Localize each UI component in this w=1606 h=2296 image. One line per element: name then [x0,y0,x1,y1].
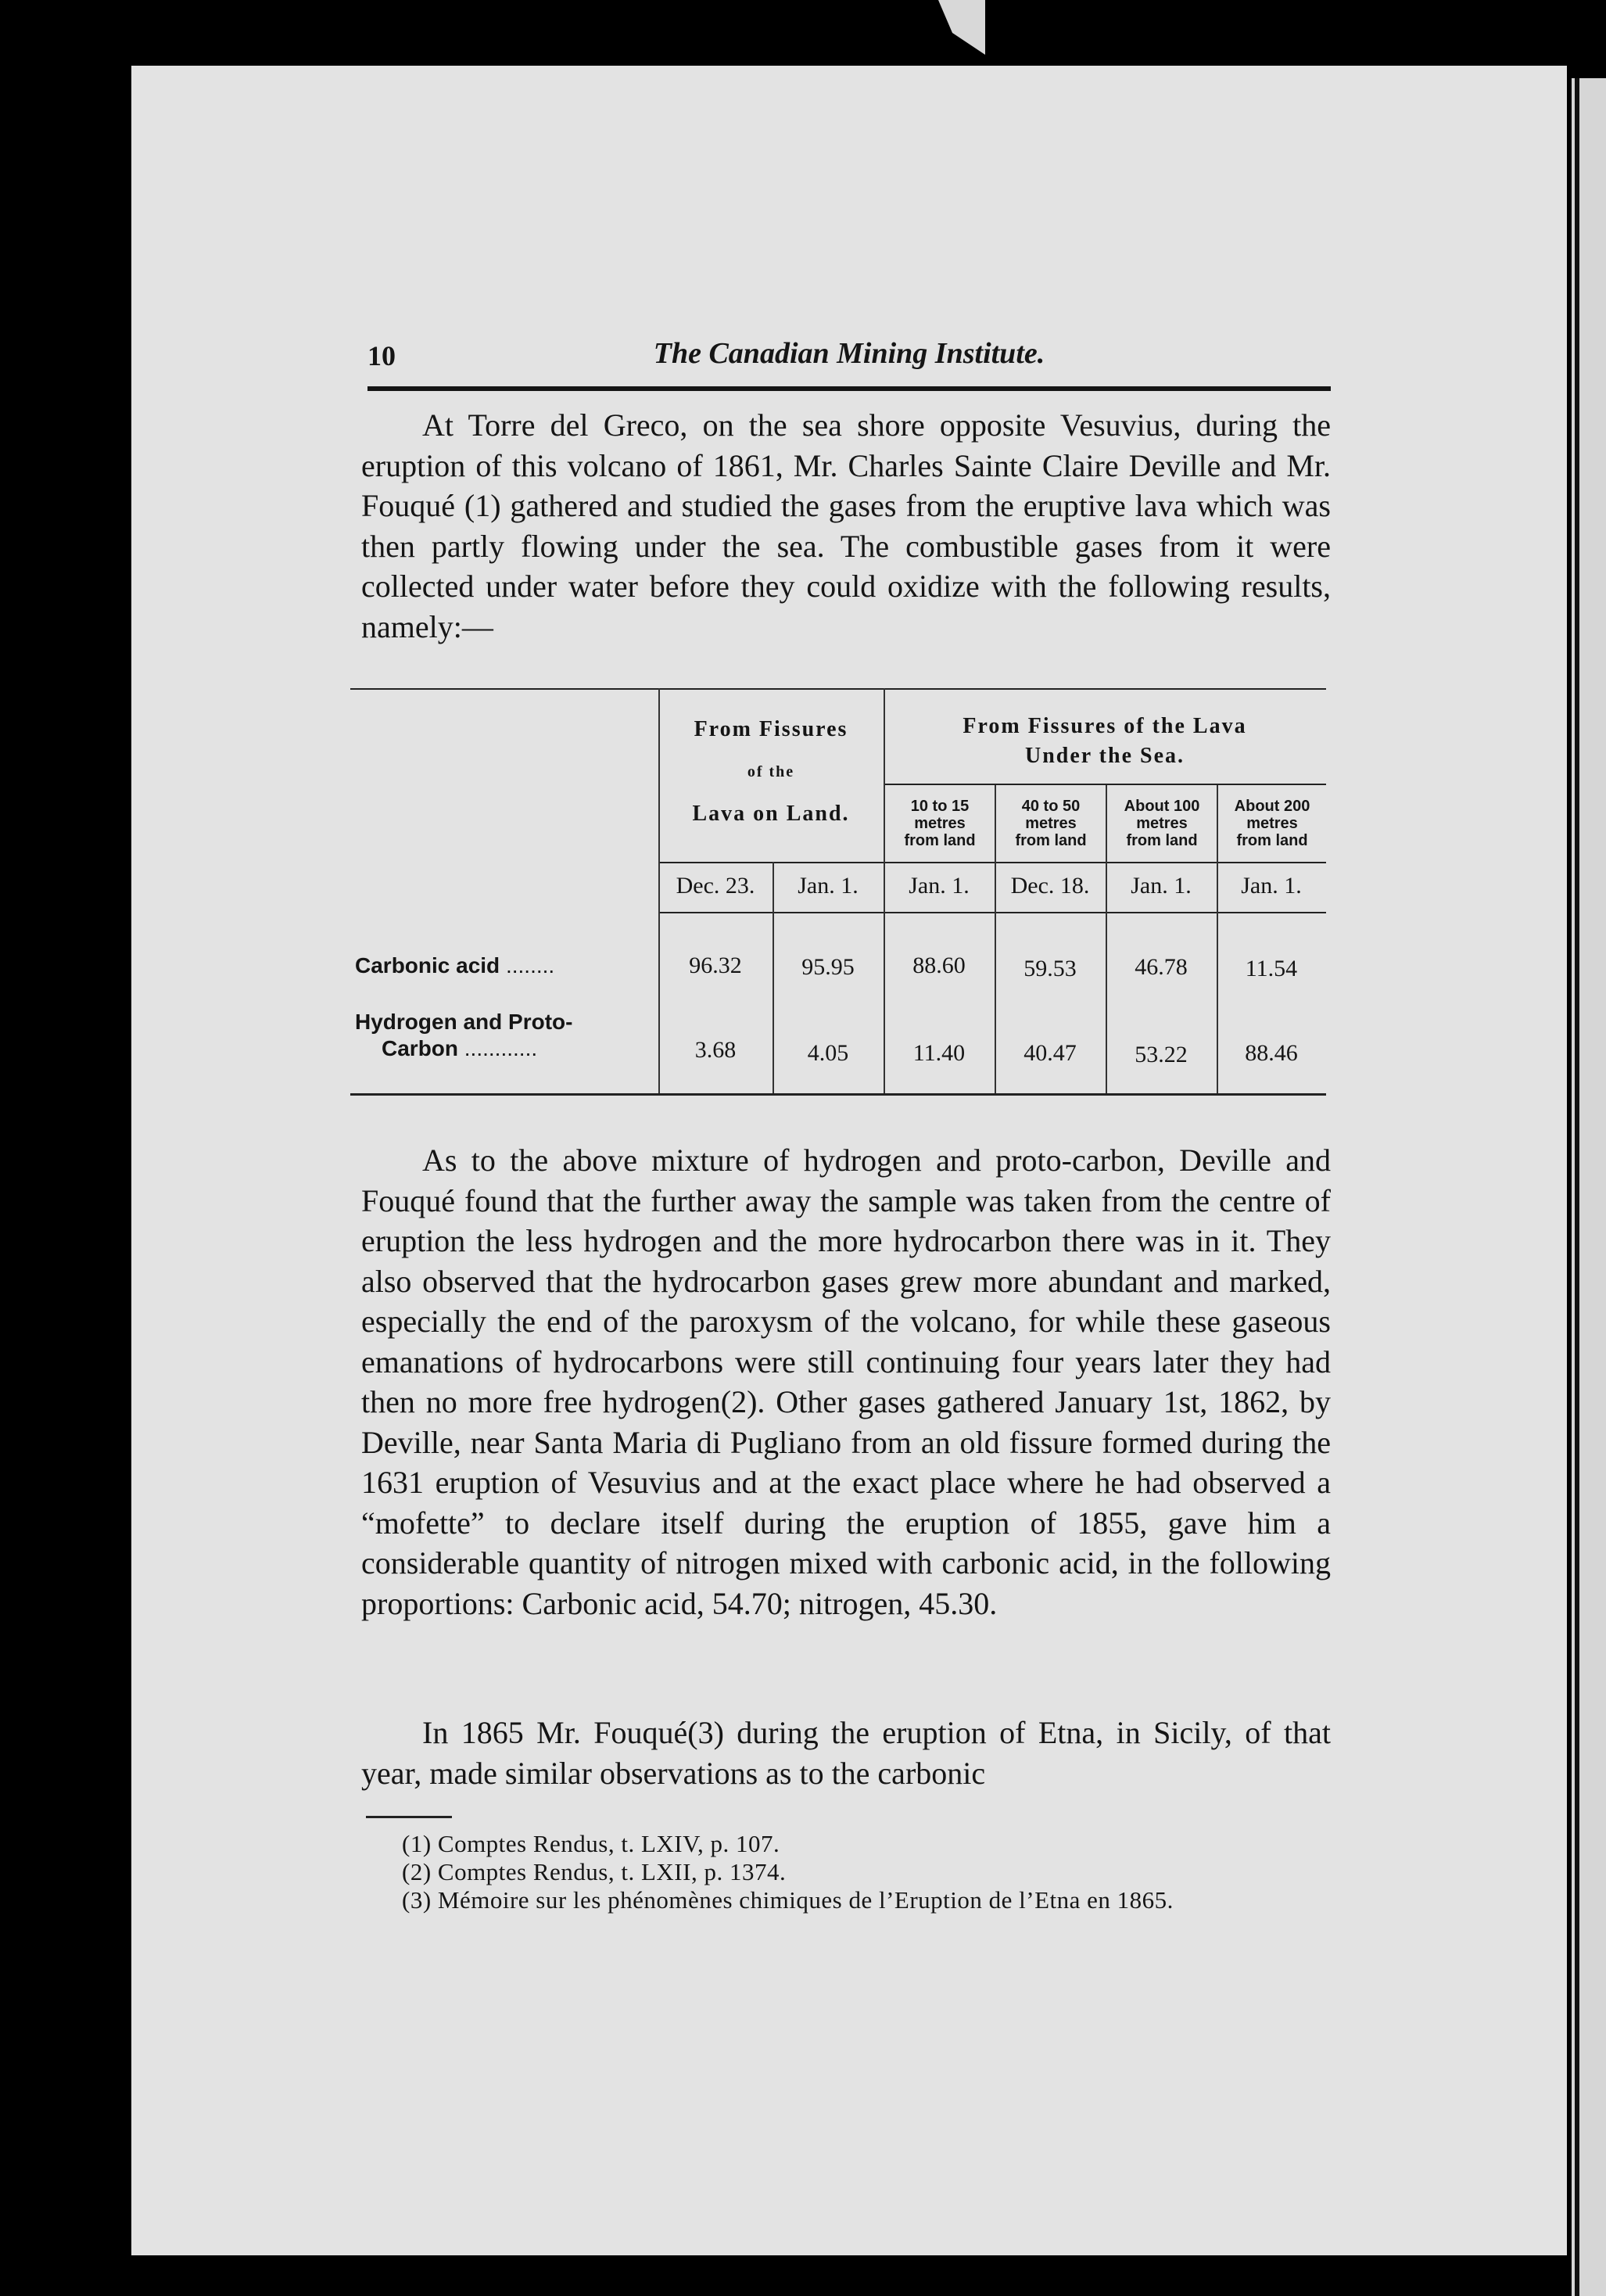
subhead-10-15 [885,798,995,849]
paragraph-1: At Torre del Greco, on the sea shore opposite Vesuvius, during the eruption of this volcano of 1861, Mr. Charles Sainte Claire Deville and Mr. Fouqué (1) gathered and studied the gases from the eruptive lava which was then partly flowing under the sea. The combustible gases from it were collected under water before they could oxidize with the following results, namely:— [361,407,1331,644]
table-sea-subhead-rule [884,784,1326,785]
subhead-text: from land [904,832,976,849]
header-rule [367,386,1331,391]
table-cell: 88.46 [1245,1040,1298,1066]
table-cell: 96.32 [689,952,742,978]
table-top-rule [350,688,1326,690]
row-label-hydrogen [355,1009,572,1062]
row-label-carbonic-acid [355,952,554,979]
running-title: The Canadian Mining Institute. [653,337,1045,370]
subhead-text: metres [1025,815,1077,832]
table-date-top-rule [658,862,1326,863]
table-cell: 53.22 [1135,1042,1188,1067]
subhead-text: from land [1015,832,1087,849]
row-label-text: Hydrogen and Proto- [355,1010,573,1034]
table-cell: 3.68 [694,1037,737,1063]
page-gutter-line [1575,78,1579,2296]
header-sea-group [884,712,1326,771]
subhead-text: About 200 [1234,798,1310,815]
subhead-text: 40 to 50 [1021,798,1081,815]
table-cell: 11.54 [1245,956,1298,981]
header-sea-line-1: From Fissures of the Lava [963,714,1247,738]
subhead-text: 10 to 15 [910,798,970,815]
date-cell: Dec. 23. [676,873,755,899]
paragraph-2: As to the above mixture of hydrogen and proto-carbon, Deville and Fouqué found that the further away the sample was taken from the centre of eruption the less hydrogen and the more hydrocarbon there was in it. They also observed that the hydrocarbon gases grew more abundant and marked, especially the end of the paroxysm of the volcano, for while these gaseous emanations of hydrocarbons were still continuing four years later they had then no more free hydrogen(2). Other gases gathered January 1st, 1862, by Deville, near Santa Maria di Pugliano from an old fissure formed during the 1631 eruption of Vesuvius and at the exact place where he had observed a “mofette” to declare itself during the eruption of 1855, gave him a considerable quantity of nitrogen mixed with carbonic acid, in the following proportions: Carbonic acid, 54.70; nitrogen, 45.30. [361,1143,1331,1621]
date-cell: Dec. 18. [1010,873,1090,899]
dot-leader: ............ [464,1036,538,1060]
subhead-40-50 [996,798,1106,849]
table-cell: 59.53 [1023,956,1077,981]
table-date-bottom-rule [658,912,1326,913]
date-cell: Jan. 1. [909,873,970,899]
header-land-line-3: Lava on Land. [692,802,850,826]
table-cell: 46.78 [1135,954,1188,980]
subhead-about-100 [1107,798,1217,849]
row-label-text: Carbonic acid [355,953,500,978]
footnote-2: (2) Comptes Rendus, t. LXII, p. 1374. [402,1858,787,1885]
gas-analysis-table [350,680,1326,1107]
date-cell: Jan. 1. [1241,873,1302,899]
subhead-text: About 100 [1124,798,1200,815]
subhead-text: metres [1246,815,1298,832]
date-cell: Jan. 1. [1131,873,1192,899]
subhead-text: from land [1126,832,1198,849]
header-land-group [658,712,884,832]
subhead-text: metres [1136,815,1188,832]
header-sea-line-2: Under the Sea. [1024,744,1185,768]
page-header [367,336,1331,383]
page-number: 10 [367,340,396,371]
subhead-about-200 [1218,798,1326,849]
date-cell: Jan. 1. [798,873,859,899]
footnotes [366,1830,1304,1914]
header-land-line-2: of the [747,763,795,780]
footnote-1: (1) Comptes Rendus, t. LXIV, p. 107. [402,1830,780,1857]
subhead-text: from land [1236,832,1308,849]
folded-corner [938,0,985,55]
table-cell: 95.95 [801,954,855,980]
row-label-text: Carbon [382,1036,458,1060]
table-bottom-rule [350,1093,1326,1096]
table-cell: 40.47 [1023,1040,1077,1066]
header-land-line-1: From Fissures [694,717,848,741]
dot-leader: ........ [505,953,555,978]
footnote-rule [366,1816,452,1818]
footnote-3: (3) Mémoire sur les phénomènes chimiques de l’Eruption de l’Etna en 1865. [402,1886,1174,1914]
table-cell: 4.05 [807,1040,849,1066]
table-cell: 11.40 [912,1040,966,1066]
paragraph-3: In 1865 Mr. Fouqué(3) during the eruption of Etna, in Sicily, of that year, made similar observations as to the carbonic [361,1715,1331,1791]
table-cell: 88.60 [912,952,966,978]
subhead-text: metres [914,815,966,832]
